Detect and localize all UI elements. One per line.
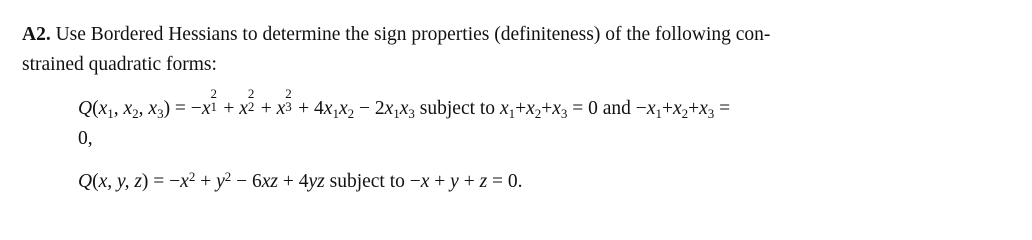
problem-label: A2. bbox=[22, 24, 51, 45]
quadratic-form-1 bbox=[78, 86, 978, 154]
statement-line-2: strained quadratic forms: bbox=[22, 54, 217, 75]
quadratic-form-1-line-1: $Q(x_1$, $x_2$, $x_3) = -x$ 2 1 + x 2 2 + x 2 3 + $4x_1x_2 - 2x_1x_3$ subject to $x_1+x_2+x_3 = 0$ and $-x_1+x_2+x_3$ = bbox=[78, 86, 731, 121]
quadratic-form-1-line-2: 0, bbox=[78, 128, 93, 149]
problem-statement bbox=[22, 20, 982, 80]
statement-line-1: Use Bordered Hessians to determine the sign properties (definiteness) of the following con- bbox=[55, 24, 771, 45]
quadratic-form-2-line-1: Q(x, y, $z) = -x^2 + y^2 - 6xz + 4yz$ subject to −x + y + z = 0. bbox=[78, 169, 523, 192]
quadratic-form-2 bbox=[78, 167, 978, 197]
